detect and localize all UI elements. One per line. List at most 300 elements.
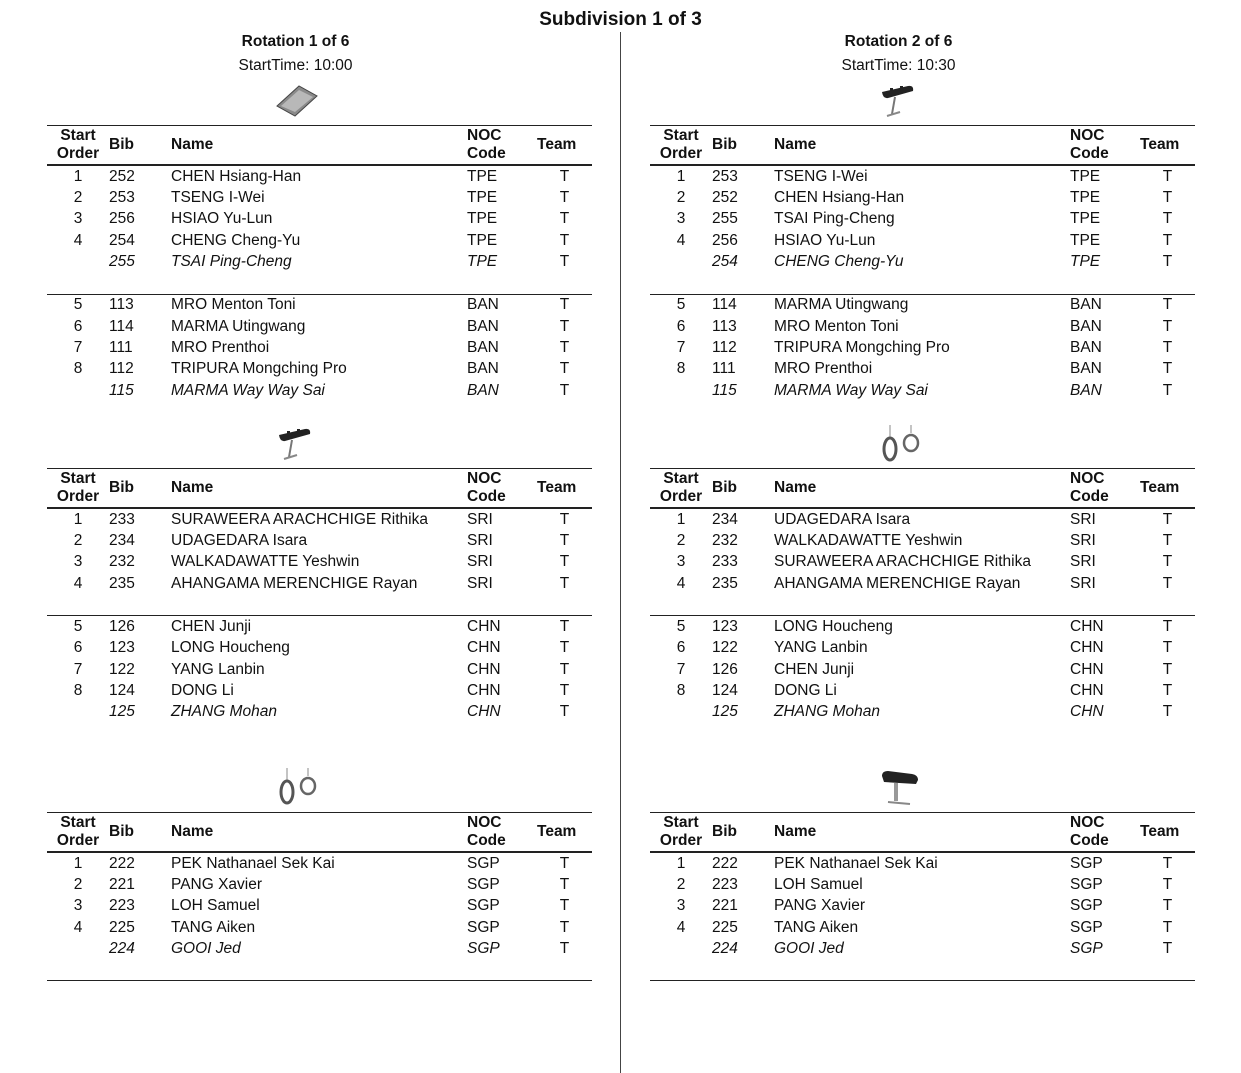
noc-code-cell: CHN bbox=[1070, 660, 1104, 678]
table-row bbox=[650, 917, 1195, 938]
noc-code-cell: BAN bbox=[467, 381, 499, 399]
team-group bbox=[47, 852, 592, 981]
team-cell: T bbox=[559, 918, 570, 936]
bib-cell: 113 bbox=[109, 294, 171, 316]
bib-cell: 225 bbox=[712, 918, 738, 936]
noc-code-cell: SGP bbox=[1070, 875, 1103, 893]
header-order-label: Order bbox=[56, 488, 100, 505]
bib-cell: 122 bbox=[109, 660, 135, 678]
noc-code-cell: TPE bbox=[1070, 231, 1101, 249]
bib-cell: 123 bbox=[712, 616, 774, 638]
gymnast-name-cell: TANG Aiken bbox=[171, 918, 256, 936]
table-row bbox=[47, 337, 592, 358]
noc-code-cell: SGP bbox=[1070, 918, 1103, 936]
start-list-table bbox=[650, 468, 1195, 744]
team-cell: T bbox=[1162, 210, 1173, 228]
bib-cell: 233 bbox=[712, 553, 738, 571]
header-order-label: Order bbox=[659, 145, 703, 162]
team-cell: T bbox=[1162, 703, 1173, 721]
noc-code-cell: CHN bbox=[467, 682, 501, 700]
noc-code-cell: BAN bbox=[467, 360, 499, 378]
start-order-cell: 4 bbox=[676, 574, 686, 592]
start-order-cell: 2 bbox=[73, 188, 83, 206]
start-order-cell bbox=[47, 251, 109, 272]
noc-code-cell: TPE bbox=[1070, 188, 1101, 206]
gymnast-name-cell: SURAWEERA ARACHCHIGE Rithika bbox=[774, 553, 1031, 571]
col-noc-code bbox=[467, 469, 537, 509]
bib-cell: 221 bbox=[109, 875, 135, 893]
bib-cell: 232 bbox=[109, 553, 135, 571]
noc-code-cell: SRI bbox=[1070, 531, 1096, 549]
start-order-cell: 6 bbox=[676, 317, 686, 335]
noc-code-cell: SRI bbox=[467, 510, 493, 528]
header-row bbox=[650, 469, 1195, 509]
table-row bbox=[47, 187, 592, 208]
team-cell: T bbox=[1162, 639, 1173, 657]
table-row bbox=[650, 508, 1195, 530]
header-code-label: Code bbox=[467, 145, 506, 162]
team-cell: T bbox=[1162, 854, 1173, 872]
header-row bbox=[650, 126, 1195, 166]
table-row bbox=[47, 874, 592, 895]
team-cell: T bbox=[1162, 939, 1173, 957]
team-cell: T bbox=[537, 294, 592, 316]
column-divider bbox=[620, 32, 621, 1073]
group-spacer bbox=[47, 272, 592, 294]
noc-code-cell: SGP bbox=[467, 939, 500, 957]
start-order-cell: 3 bbox=[73, 553, 83, 571]
rings-icon bbox=[275, 768, 319, 813]
header-start-label: Start bbox=[60, 814, 96, 831]
bib-cell: 114 bbox=[712, 294, 774, 316]
header-code-label: Code bbox=[467, 488, 506, 505]
bib-cell: 232 bbox=[712, 531, 738, 549]
col-noc-code bbox=[1070, 469, 1140, 509]
gymnast-name-cell: TSAI Ping-Cheng bbox=[171, 252, 292, 270]
team-group bbox=[47, 508, 592, 616]
start-order-cell bbox=[650, 702, 712, 723]
group-spacer bbox=[47, 594, 592, 616]
team-cell: T bbox=[559, 875, 570, 893]
start-order-cell: 3 bbox=[676, 553, 686, 571]
col-start-order bbox=[47, 813, 109, 853]
table-row bbox=[650, 896, 1195, 917]
noc-code-cell: TPE bbox=[467, 252, 498, 270]
start-order-cell: 5 bbox=[650, 294, 712, 316]
table-row bbox=[650, 294, 1195, 316]
start-order-cell: 5 bbox=[47, 294, 109, 316]
start-order-cell: 3 bbox=[676, 210, 686, 228]
team-cell: T bbox=[1162, 682, 1173, 700]
noc-code-cell: BAN bbox=[1070, 294, 1140, 316]
col-bib: Bib bbox=[712, 126, 774, 166]
col-name: Name bbox=[774, 469, 1070, 509]
bib-cell: 221 bbox=[712, 897, 738, 915]
start-order-cell: 4 bbox=[676, 231, 686, 249]
table-header bbox=[47, 469, 592, 509]
table-row bbox=[650, 337, 1195, 358]
gymnast-name-cell: PEK Nathanael Sek Kai bbox=[774, 854, 938, 872]
team-cell: T bbox=[1140, 294, 1195, 316]
col-bib: Bib bbox=[109, 469, 171, 509]
team-cell: T bbox=[559, 231, 570, 249]
team-cell: T bbox=[559, 188, 570, 206]
start-order-cell: 1 bbox=[73, 854, 83, 872]
noc-code-cell: SRI bbox=[467, 553, 493, 571]
noc-code-cell: SGP bbox=[467, 918, 500, 936]
reserve-row bbox=[47, 938, 592, 959]
gymnast-name-cell: MARMA Way Way Sai bbox=[171, 381, 325, 399]
bib-cell: 225 bbox=[109, 918, 135, 936]
bib-cell: 235 bbox=[712, 574, 738, 592]
gymnast-name-cell: CHEN Junji bbox=[171, 616, 467, 638]
team-cell: T bbox=[559, 897, 570, 915]
col-start-order bbox=[650, 813, 712, 853]
table-row bbox=[47, 638, 592, 659]
start-order-cell: 8 bbox=[73, 360, 83, 378]
team-cell: T bbox=[559, 553, 570, 571]
col-start-order bbox=[47, 126, 109, 166]
table-row bbox=[650, 616, 1195, 638]
table-row bbox=[47, 852, 592, 874]
noc-code-cell: SRI bbox=[467, 574, 493, 592]
start-order-cell: 7 bbox=[676, 339, 686, 357]
col-team: Team bbox=[1140, 126, 1195, 166]
table-row bbox=[47, 359, 592, 380]
reserve-row bbox=[650, 702, 1195, 723]
bib-cell: 123 bbox=[109, 639, 135, 657]
col-noc-code bbox=[1070, 813, 1140, 853]
noc-code-cell: CHN bbox=[1070, 703, 1104, 721]
col-bib: Bib bbox=[712, 813, 774, 853]
noc-code-cell: SGP bbox=[1070, 939, 1103, 957]
table-row bbox=[47, 552, 592, 573]
vault-icon bbox=[878, 768, 922, 815]
start-order-cell bbox=[47, 380, 109, 401]
noc-code-cell: TPE bbox=[1070, 167, 1101, 185]
col-team: Team bbox=[537, 469, 592, 509]
col-start-order bbox=[650, 469, 712, 509]
start-order-cell: 1 bbox=[73, 167, 83, 185]
gymnast-name-cell: YANG Lanbin bbox=[774, 639, 868, 657]
header-start-label: Start bbox=[663, 470, 699, 487]
start-order-cell: 2 bbox=[676, 531, 686, 549]
start-order-cell bbox=[650, 251, 712, 272]
noc-code-cell: TPE bbox=[1070, 252, 1101, 270]
start-order-cell: 8 bbox=[73, 682, 83, 700]
table-row bbox=[650, 552, 1195, 573]
team-group bbox=[650, 508, 1195, 616]
start-order-cell bbox=[650, 938, 712, 959]
team-cell: T bbox=[1140, 616, 1195, 638]
noc-code-cell: CHN bbox=[1070, 616, 1140, 638]
table-bottom-rule bbox=[47, 980, 592, 981]
reserve-row bbox=[47, 380, 592, 401]
team-cell: T bbox=[559, 639, 570, 657]
team-cell: T bbox=[1162, 188, 1173, 206]
col-noc-code bbox=[1070, 126, 1140, 166]
noc-code-cell: CHN bbox=[467, 616, 537, 638]
gymnast-name-cell: AHANGAMA MERENCHIGE Rayan bbox=[774, 574, 1021, 592]
header-noc-label: NOC bbox=[1070, 470, 1105, 487]
bib-cell: 115 bbox=[712, 381, 737, 399]
bib-cell: 124 bbox=[109, 682, 135, 700]
team-cell: T bbox=[1162, 167, 1173, 185]
noc-code-cell: TPE bbox=[467, 188, 498, 206]
bib-cell: 223 bbox=[109, 897, 135, 915]
table-row bbox=[47, 659, 592, 680]
col-bib: Bib bbox=[109, 126, 171, 166]
col-start-order bbox=[650, 126, 712, 166]
bib-cell: 256 bbox=[712, 231, 738, 249]
gymnast-name-cell: ZHANG Mohan bbox=[774, 703, 880, 721]
table-row bbox=[47, 680, 592, 701]
group-spacer bbox=[650, 594, 1195, 616]
bib-cell: 255 bbox=[109, 252, 135, 270]
team-cell: T bbox=[559, 703, 570, 721]
gymnast-name-cell: MARMA Utingwang bbox=[774, 294, 1070, 316]
group-spacer bbox=[47, 959, 592, 980]
table-row bbox=[47, 616, 592, 638]
gymnast-name-cell: UDAGEDARA Isara bbox=[774, 510, 911, 528]
group-spacer bbox=[47, 401, 592, 422]
gymnast-name-cell: MRO Prenthoi bbox=[774, 360, 873, 378]
team-cell: T bbox=[559, 339, 570, 357]
gymnast-name-cell: GOOI Jed bbox=[171, 939, 241, 957]
bib-cell: 223 bbox=[712, 875, 738, 893]
gymnast-name-cell: WALKADAWATTE Yeshwin bbox=[774, 531, 963, 549]
team-cell: T bbox=[559, 939, 570, 957]
team-group bbox=[650, 165, 1195, 294]
header-row bbox=[650, 813, 1195, 853]
bib-cell: 252 bbox=[109, 167, 135, 185]
gymnast-name-cell: TRIPURA Mongching Pro bbox=[171, 360, 347, 378]
team-cell: T bbox=[1162, 660, 1173, 678]
table-row bbox=[47, 530, 592, 551]
start-order-cell: 1 bbox=[676, 854, 686, 872]
group-spacer bbox=[650, 401, 1195, 422]
col-name: Name bbox=[171, 469, 467, 509]
team-cell: T bbox=[559, 660, 570, 678]
bib-cell: 125 bbox=[712, 703, 738, 721]
pommel-horse-icon bbox=[275, 425, 315, 470]
gymnast-name-cell: CHEN Hsiang-Han bbox=[171, 167, 302, 185]
gymnast-name-cell: SURAWEERA ARACHCHIGE Rithika bbox=[171, 510, 428, 528]
noc-code-cell: TPE bbox=[467, 167, 498, 185]
start-order-cell bbox=[47, 938, 109, 959]
table-row bbox=[650, 230, 1195, 251]
start-order-cell: 1 bbox=[676, 167, 686, 185]
noc-code-cell: SGP bbox=[1070, 897, 1103, 915]
header-row bbox=[47, 813, 592, 853]
col-name: Name bbox=[774, 126, 1070, 166]
start-order-cell: 7 bbox=[73, 660, 83, 678]
gymnast-name-cell: LONG Houcheng bbox=[774, 616, 1070, 638]
team-cell: T bbox=[559, 210, 570, 228]
table-row bbox=[47, 294, 592, 316]
gymnast-name-cell: MRO Menton Toni bbox=[171, 294, 467, 316]
table-header bbox=[650, 469, 1195, 509]
gymnast-name-cell: MARMA Way Way Sai bbox=[774, 381, 928, 399]
header-row bbox=[47, 126, 592, 166]
team-group bbox=[47, 616, 592, 744]
col-team: Team bbox=[537, 813, 592, 853]
start-order-cell: 6 bbox=[73, 639, 83, 657]
start-order-cell: 5 bbox=[47, 616, 109, 638]
team-cell: T bbox=[559, 574, 570, 592]
noc-code-cell: CHN bbox=[467, 660, 501, 678]
team-cell: T bbox=[1162, 510, 1173, 528]
gymnast-name-cell: YANG Lanbin bbox=[171, 660, 265, 678]
header-code-label: Code bbox=[1070, 488, 1109, 505]
team-group bbox=[47, 165, 592, 294]
start-order-cell: 3 bbox=[73, 897, 83, 915]
bib-cell: 125 bbox=[109, 703, 135, 721]
header-order-label: Order bbox=[56, 145, 100, 162]
bib-cell: 224 bbox=[109, 939, 135, 957]
bib-cell: 256 bbox=[109, 210, 135, 228]
bib-cell: 255 bbox=[712, 210, 738, 228]
bib-cell: 126 bbox=[109, 616, 171, 638]
gymnast-name-cell: GOOI Jed bbox=[774, 939, 844, 957]
header-noc-label: NOC bbox=[1070, 814, 1105, 831]
gymnast-name-cell: WALKADAWATTE Yeshwin bbox=[171, 553, 360, 571]
bib-cell: 115 bbox=[109, 381, 134, 399]
table-row bbox=[650, 874, 1195, 895]
group-spacer bbox=[650, 723, 1195, 744]
rotation-title: Rotation 2 of 6 bbox=[844, 33, 953, 50]
table-row bbox=[650, 680, 1195, 701]
bib-cell: 113 bbox=[712, 317, 737, 335]
bib-cell: 222 bbox=[109, 854, 135, 872]
start-order-cell: 2 bbox=[73, 531, 83, 549]
header-start-label: Start bbox=[663, 127, 699, 144]
team-cell: T bbox=[559, 167, 570, 185]
col-team: Team bbox=[1140, 813, 1195, 853]
gymnast-name-cell: AHANGAMA MERENCHIGE Rayan bbox=[171, 574, 418, 592]
header-code-label: Code bbox=[1070, 145, 1109, 162]
start-order-cell: 1 bbox=[676, 510, 686, 528]
bib-cell: 111 bbox=[109, 339, 133, 357]
rotation-title: Rotation 1 of 6 bbox=[241, 33, 350, 50]
start-order-cell: 2 bbox=[676, 875, 686, 893]
bib-cell: 234 bbox=[712, 510, 738, 528]
team-cell: T bbox=[559, 360, 570, 378]
team-cell: T bbox=[537, 616, 592, 638]
group-spacer bbox=[650, 272, 1195, 294]
header-start-label: Start bbox=[60, 470, 96, 487]
table-header bbox=[47, 813, 592, 853]
group-spacer bbox=[650, 959, 1195, 980]
col-team: Team bbox=[537, 126, 592, 166]
gymnast-name-cell: MRO Menton Toni bbox=[774, 317, 899, 335]
noc-code-cell: CHN bbox=[1070, 682, 1104, 700]
gymnast-name-cell: TSAI Ping-Cheng bbox=[774, 210, 895, 228]
team-group bbox=[650, 616, 1195, 744]
start-order-cell: 7 bbox=[73, 339, 83, 357]
gymnast-name-cell: CHEN Hsiang-Han bbox=[774, 188, 905, 206]
team-cell: T bbox=[1162, 381, 1173, 399]
noc-code-cell: SRI bbox=[467, 531, 493, 549]
table-header bbox=[650, 126, 1195, 166]
bib-cell: 233 bbox=[109, 510, 135, 528]
gymnast-name-cell: CHEN Junji bbox=[774, 660, 855, 678]
header-start-label: Start bbox=[663, 814, 699, 831]
col-name: Name bbox=[774, 813, 1070, 853]
gymnast-name-cell: PANG Xavier bbox=[171, 875, 263, 893]
floor-icon bbox=[275, 84, 319, 123]
header-order-label: Order bbox=[659, 488, 703, 505]
header-noc-label: NOC bbox=[467, 470, 502, 487]
bib-cell: 126 bbox=[712, 660, 738, 678]
team-cell: T bbox=[559, 510, 570, 528]
start-order-cell: 5 bbox=[650, 616, 712, 638]
gymnast-name-cell: LOH Samuel bbox=[774, 875, 863, 893]
header-code-label: Code bbox=[467, 832, 506, 849]
bib-cell: 114 bbox=[109, 317, 134, 335]
team-cell: T bbox=[1162, 360, 1173, 378]
gymnast-name-cell: ZHANG Mohan bbox=[171, 703, 277, 721]
header-start-label: Start bbox=[60, 127, 96, 144]
gymnast-name-cell: TANG Aiken bbox=[774, 918, 859, 936]
table-bottom-rule bbox=[650, 980, 1195, 981]
noc-code-cell: TPE bbox=[467, 210, 498, 228]
header-noc-label: NOC bbox=[1070, 127, 1105, 144]
gymnast-name-cell: MARMA Utingwang bbox=[171, 317, 306, 335]
bib-cell: 222 bbox=[712, 854, 738, 872]
start-order-cell: 2 bbox=[676, 188, 686, 206]
table-row bbox=[650, 209, 1195, 230]
team-cell: T bbox=[1162, 339, 1173, 357]
start-order-cell: 1 bbox=[73, 510, 83, 528]
col-name: Name bbox=[171, 813, 467, 853]
noc-code-cell: BAN bbox=[1070, 381, 1102, 399]
table-row bbox=[650, 165, 1195, 187]
gymnast-name-cell: CHENG Cheng-Yu bbox=[171, 231, 301, 249]
col-noc-code bbox=[467, 126, 537, 166]
start-order-cell: 7 bbox=[676, 660, 686, 678]
noc-code-cell: TPE bbox=[467, 231, 498, 249]
start-order-cell bbox=[47, 702, 109, 723]
team-cell: T bbox=[559, 252, 570, 270]
start-order-cell: 4 bbox=[73, 918, 83, 936]
noc-code-cell: CHN bbox=[1070, 639, 1104, 657]
team-cell: T bbox=[1162, 897, 1173, 915]
gymnast-name-cell: HSIAO Yu-Lun bbox=[774, 231, 876, 249]
bib-cell: 254 bbox=[109, 231, 135, 249]
start-list-table bbox=[650, 125, 1195, 423]
team-group bbox=[47, 294, 592, 422]
noc-code-cell: TPE bbox=[1070, 210, 1101, 228]
table-row bbox=[650, 659, 1195, 680]
table-row bbox=[650, 852, 1195, 874]
col-team: Team bbox=[1140, 469, 1195, 509]
start-order-cell: 3 bbox=[73, 210, 83, 228]
table-row bbox=[650, 638, 1195, 659]
bib-cell: 112 bbox=[712, 339, 737, 357]
gymnast-name-cell: LONG Houcheng bbox=[171, 639, 290, 657]
header-order-label: Order bbox=[56, 832, 100, 849]
start-order-cell: 3 bbox=[676, 897, 686, 915]
noc-code-cell: BAN bbox=[467, 294, 537, 316]
bib-cell: 224 bbox=[712, 939, 738, 957]
reserve-row bbox=[650, 938, 1195, 959]
gymnast-name-cell: TRIPURA Mongching Pro bbox=[774, 339, 950, 357]
rotation-1-column bbox=[47, 0, 592, 1073]
header-row bbox=[47, 469, 592, 509]
table-row bbox=[47, 230, 592, 251]
noc-code-cell: BAN bbox=[1070, 317, 1102, 335]
